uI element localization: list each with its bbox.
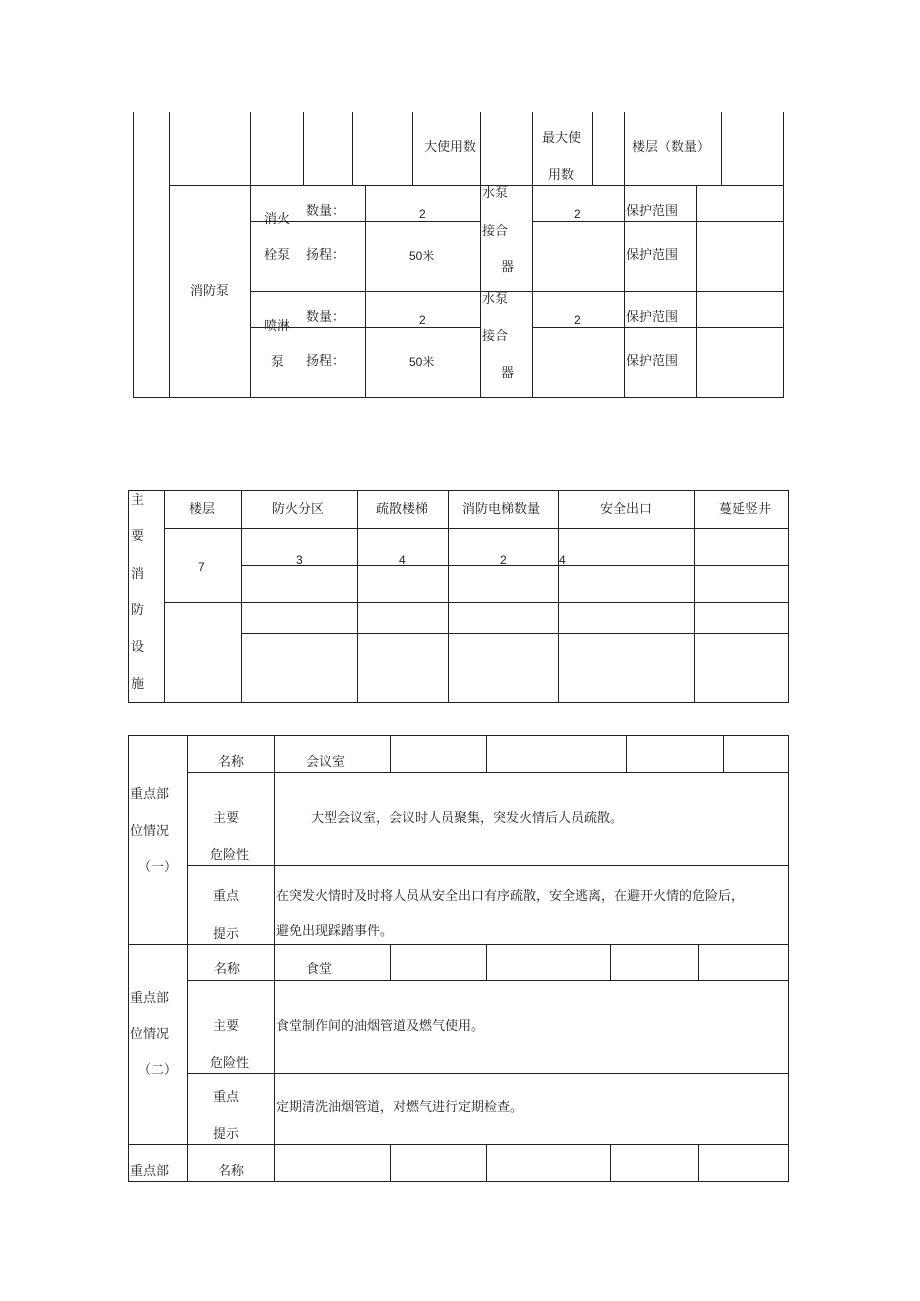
fire-pump-label: 消防泵 <box>190 284 230 299</box>
hydrant-head-value: 50米 <box>409 249 435 263</box>
sprinkler-pump-label-line2: 泵 <box>271 355 285 370</box>
row1-elevators: 2 <box>500 553 507 567</box>
sprinkler-count-label: 数量： <box>306 310 346 325</box>
header-floor: 楼层 <box>189 502 216 517</box>
sprinkler-count-value: 2 <box>419 313 426 327</box>
part1-tips-text-line1: 在突发火情时及时将人员从安全出口有序疏散，安全逃离，在避开火情的危险后， <box>276 889 745 904</box>
facilities-side-label-5: 设 <box>131 640 145 655</box>
part1-tips-line2: 提示 <box>213 927 240 942</box>
row1-zones: 3 <box>296 553 303 567</box>
sprinkler-adapter-value: 2 <box>574 313 581 327</box>
part1-danger-text: 大型会议室，会议时人员聚集，突发火情后人员疏散。 <box>311 811 624 826</box>
hydrant-count-label: 数量： <box>306 204 346 219</box>
sprinkler-head-label: 扬程： <box>306 354 346 369</box>
hydrant-head-label: 扬程： <box>306 248 346 263</box>
part3-side-line1: 重点部 <box>130 1164 170 1179</box>
sprinkler-protect-1: 保护范围 <box>626 310 679 325</box>
sprinkler-adapter-line1: 水泵 <box>482 292 509 307</box>
max-use-header-line2: 用数 <box>548 168 575 183</box>
hydrant-pump-label-line1: 消火 <box>264 212 291 227</box>
hydrant-protect-2: 保护范围 <box>626 248 679 263</box>
row1-stairs: 4 <box>399 553 406 567</box>
hydrant-adapter-value: 2 <box>574 207 581 221</box>
part2-danger-text: 食堂制作间的油烟管道及燃气使用。 <box>276 1019 485 1034</box>
part1-name-label: 名称 <box>218 755 245 770</box>
facilities-side-label-3: 消 <box>131 567 145 582</box>
sprinkler-pump-label-line1: 喷淋 <box>264 319 291 334</box>
part1-side-line3: （一） <box>138 860 178 875</box>
sprinkler-head-value: 50米 <box>409 355 435 369</box>
part2-side-line3: （二） <box>138 1063 178 1078</box>
hydrant-adapter-line2: 接合 <box>482 224 509 239</box>
header-exits: 安全出口 <box>600 502 653 517</box>
facilities-side-label-4: 防 <box>131 603 145 618</box>
part1-danger-line1: 主要 <box>213 811 240 826</box>
part1-side-line1: 重点部 <box>130 787 170 802</box>
part2-name-value: 食堂 <box>306 962 333 977</box>
part1-tips-text-line2: 避免出现踩踏事件。 <box>276 924 394 939</box>
max-use-header-line1: 最大使 <box>542 131 582 146</box>
row1-exits: 4 <box>559 553 566 567</box>
hydrant-adapter-line1: 水泵 <box>482 186 509 201</box>
part2-name-label: 名称 <box>214 962 241 977</box>
floor-count-header: 楼层（数量） <box>632 140 711 155</box>
part1-tips-line1: 重点 <box>213 889 240 904</box>
facilities-side-label-6: 施 <box>131 677 145 692</box>
part2-side-line1: 重点部 <box>130 991 170 1006</box>
sprinkler-protect-2: 保护范围 <box>626 354 679 369</box>
header-shaft: 蔓延竖井 <box>719 502 772 517</box>
part2-tips-text: 定期清洗油烟管道，对燃气进行定期检查。 <box>276 1100 524 1115</box>
facilities-side-label-1: 主 <box>131 493 145 508</box>
part1-danger-line2: 危险性 <box>210 848 250 863</box>
part1-name-value: 会议室 <box>306 755 346 770</box>
part2-danger-line2: 危险性 <box>210 1056 250 1071</box>
part2-tips-line2: 提示 <box>213 1127 240 1142</box>
header-elevators: 消防电梯数量 <box>462 502 541 517</box>
part3-name-label: 名称 <box>218 1164 245 1179</box>
header-fire-zone: 防火分区 <box>272 502 325 517</box>
hydrant-adapter-line3: 器 <box>501 260 515 275</box>
part1-side-line2: 位情况 <box>130 824 170 839</box>
sprinkler-adapter-line2: 接合 <box>482 329 509 344</box>
hydrant-protect-1: 保护范围 <box>626 204 679 219</box>
row1-floor: 7 <box>198 560 205 574</box>
facilities-side-label-2: 要 <box>131 529 145 544</box>
part2-side-line2: 位情况 <box>130 1027 170 1042</box>
hydrant-pump-label-line2: 栓泵 <box>264 248 291 263</box>
header-stairs: 疏散楼梯 <box>376 502 429 517</box>
part2-tips-line1: 重点 <box>213 1090 240 1105</box>
hydrant-count-value: 2 <box>419 207 426 221</box>
max-use-count-header: 大使用数 <box>424 140 477 155</box>
sprinkler-adapter-line3: 器 <box>501 366 515 381</box>
part2-danger-line1: 主要 <box>213 1019 240 1034</box>
